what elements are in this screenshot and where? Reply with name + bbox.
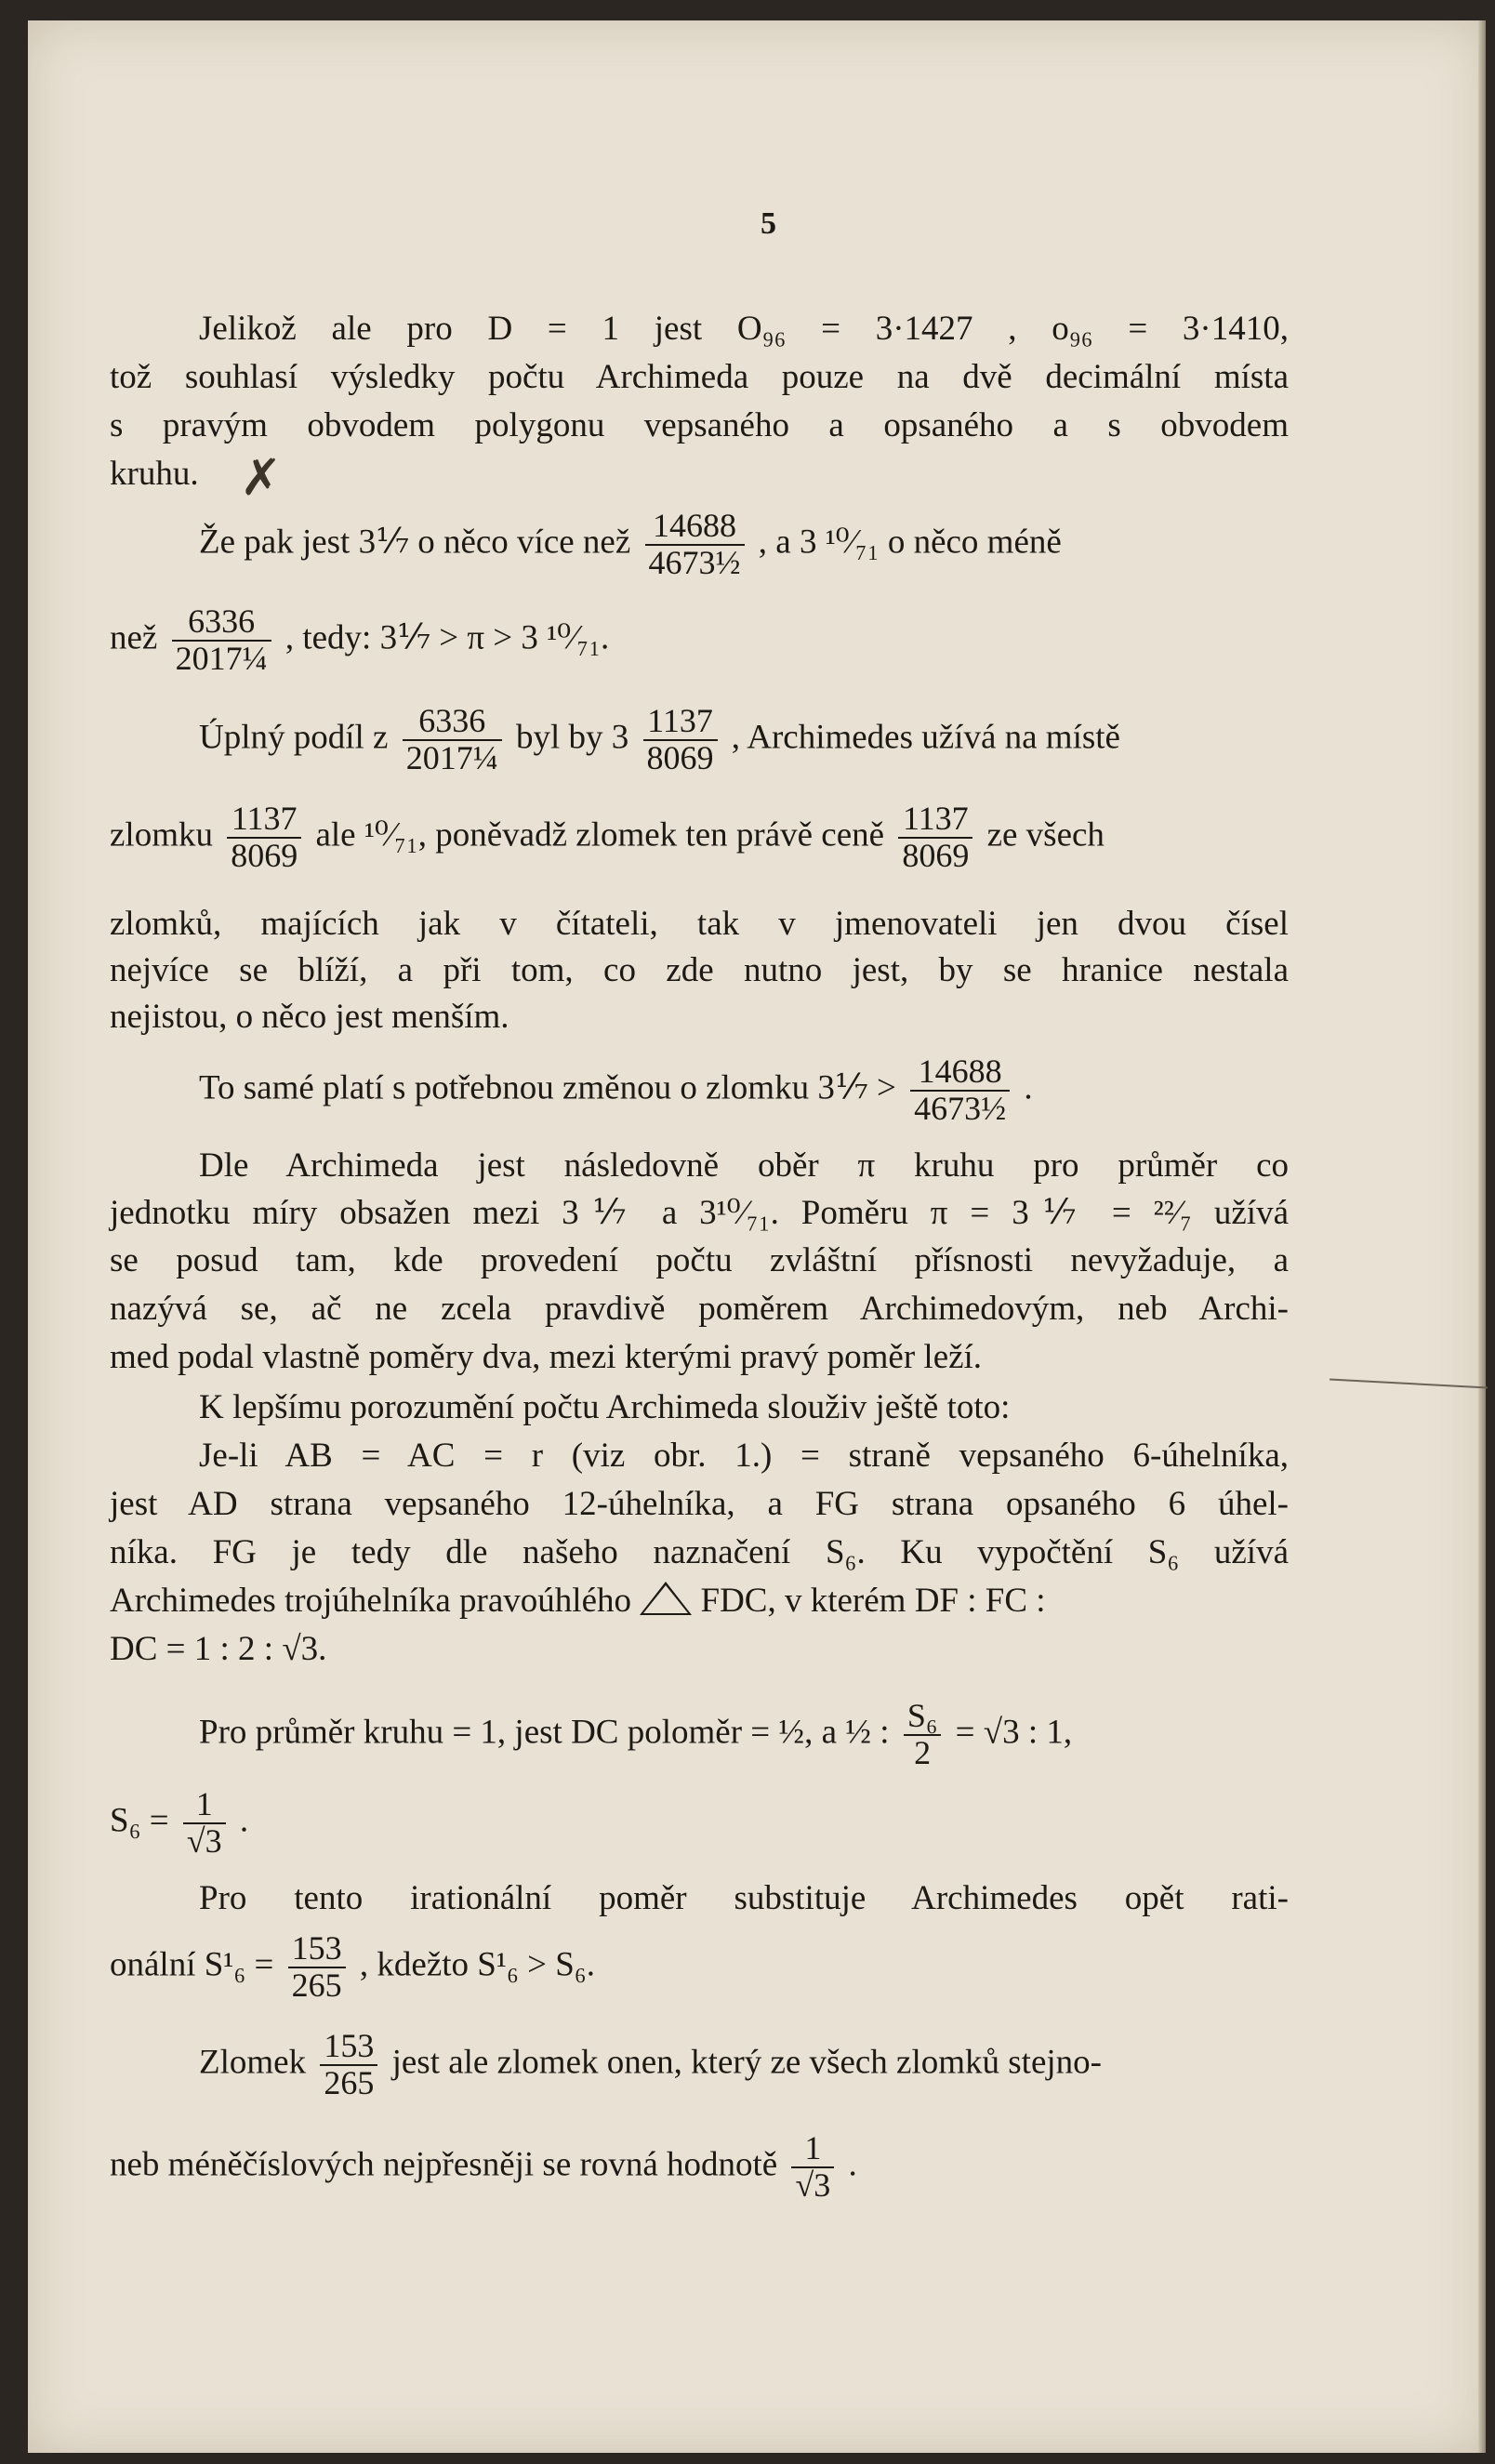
text-line: jest AD strana vepsaného 12-úhelníka, a FG strana opsaného 6 úhel- (110, 1485, 1289, 1523)
fraction: $\frac{153}{265}$ (288, 1931, 346, 2004)
scanned-page (28, 20, 1486, 2453)
text-line: s pravým obvodem polygonu vepsaného a opsaného a s obvodem (110, 406, 1289, 444)
fraction: $\frac{1}{√3}$ (183, 1787, 226, 1860)
text-line: jednotku míry obsažen mezi 3⅐ a 3¹⁰⁄₇₁. Poměru π = 3⅐ = ²²⁄₇ užívá (110, 1194, 1289, 1232)
fraction: $\frac{153}{265}$ (320, 2029, 377, 2101)
text-line: Úplný podíl z $\frac{6336}{\text{2017¼}}$ byl by 3 $\frac{1137}{8069}$ , Archimedes užívá na místě (199, 702, 1120, 776)
text-line: onální S¹₆ = $\frac{153}{265}$ , kdežto S¹₆ > S₆. (110, 1929, 595, 2004)
text-line: nazývá se, ač ne zcela pravdivě poměrem Archimedovým, neb Archi- (110, 1290, 1289, 1328)
text-line: Že pak jest 3⅐ o něco více než $\frac{14688}{\text{4673½}}$ , a 3 ¹⁰⁄₇₁ o něco méně (199, 507, 1062, 581)
text-line: nejistou, o něco jest menším. (110, 998, 509, 1036)
text-line: DC = 1 : 2 : √3. (110, 1630, 327, 1668)
text-line: Jelikož ale pro D = 1 jest O₉₆ = 3·1427 , o₉₆ = 3·1410, (199, 310, 1289, 348)
fraction: $\frac{14688}{\text{4673½}}$ (910, 1054, 1010, 1127)
text-line: K lepšímu porozumění počtu Archimeda slouživ ještě toto: (199, 1388, 1011, 1426)
text-line: nejvíce se blíží, a při tom, co zde nutno jest, by se hranice nestala (110, 951, 1289, 989)
fraction: $\frac{6336}{\text{2017¼}}$ (403, 704, 502, 776)
fraction: $\frac{\text{S₆}}{2}$ (904, 1699, 942, 1771)
text-line: se posud tam, kde provedení počtu zvláštní přísnosti nevyžaduje, a (110, 1241, 1289, 1279)
text-line: Je-li AB = AC = r (viz obr. 1.) = straně vepsaného 6-úhelníka, (199, 1437, 1289, 1475)
triangle-symbol (640, 1582, 692, 1615)
text-line: níka. FG je tedy dle našeho naznačení S₆. Ku vypočtění S₆ užívá (110, 1533, 1289, 1571)
fraction: $\frac{1}{√3}$ (791, 2131, 834, 2204)
text-line: tož souhlasí výsledky počtu Archimeda pouze na dvě decimální místa (110, 358, 1289, 396)
text-line: Pro průměr kruhu = 1, jest DC poloměr = ½, a ½ : $\frac{\text{S₆}}{2}$ = √3 : 1, (199, 1697, 1073, 1771)
text-line: neb méněčíslových nejpřesněji se rovná hodnotě $\frac{1}{√3}$ . (110, 2129, 857, 2204)
text-line: kruhu. (110, 455, 199, 493)
margin-stroke (1330, 1379, 1488, 1389)
fraction: $\frac{1137}{8069}$ (898, 801, 972, 874)
fraction: $\frac{1137}{8069}$ (227, 801, 301, 874)
text-line: Dle Archimeda jest následovně oběr π kruhu pro průměr co (199, 1146, 1289, 1185)
page-spine-edge (1478, 20, 1486, 2453)
text-line: med podal vlastně poměry dva, mezi kterými pravý poměr leží. (110, 1338, 983, 1376)
text-line: Archimedes trojúhelníka pravoúhlého FDC, v kterém DF : FC : (110, 1582, 1046, 1620)
fraction: $\frac{6336}{\text{2017¼}}$ (172, 604, 271, 677)
text-line: Zlomek $\frac{153}{265}$ jest ale zlomek onen, který ze všech zlomků stejno- (199, 2027, 1102, 2101)
text-line: To samé platí s potřebnou změnou o zlomku 3⅐ > $\frac{14688}{\text{4673½}}$ . (199, 1053, 1033, 1127)
text-line: zlomků, majících jak v čítateli, tak v jmenovateli jen dvou čísel (110, 905, 1289, 943)
fraction: $\frac{14688}{\text{4673½}}$ (645, 509, 745, 581)
text-line: Pro tento irationální poměr substituje Archimedes opět rati- (199, 1879, 1289, 1917)
text-line: S₆ = $\frac{1}{√3}$ . (110, 1785, 249, 1860)
text-line: zlomku $\frac{1137}{8069}$ ale ¹⁰⁄₇₁, poněvadž zlomek ten právě ceně $\frac{1137}{8069}$ ze všech (110, 800, 1105, 874)
pencil-check-mark: ✗ (240, 448, 283, 507)
text-line: než $\frac{6336}{\text{2017¼}}$ , tedy: 3⅐ > π > 3 ¹⁰⁄₇₁. (110, 603, 610, 677)
page-number: 5 (761, 206, 776, 241)
fraction: $\frac{1137}{8069}$ (643, 704, 718, 776)
